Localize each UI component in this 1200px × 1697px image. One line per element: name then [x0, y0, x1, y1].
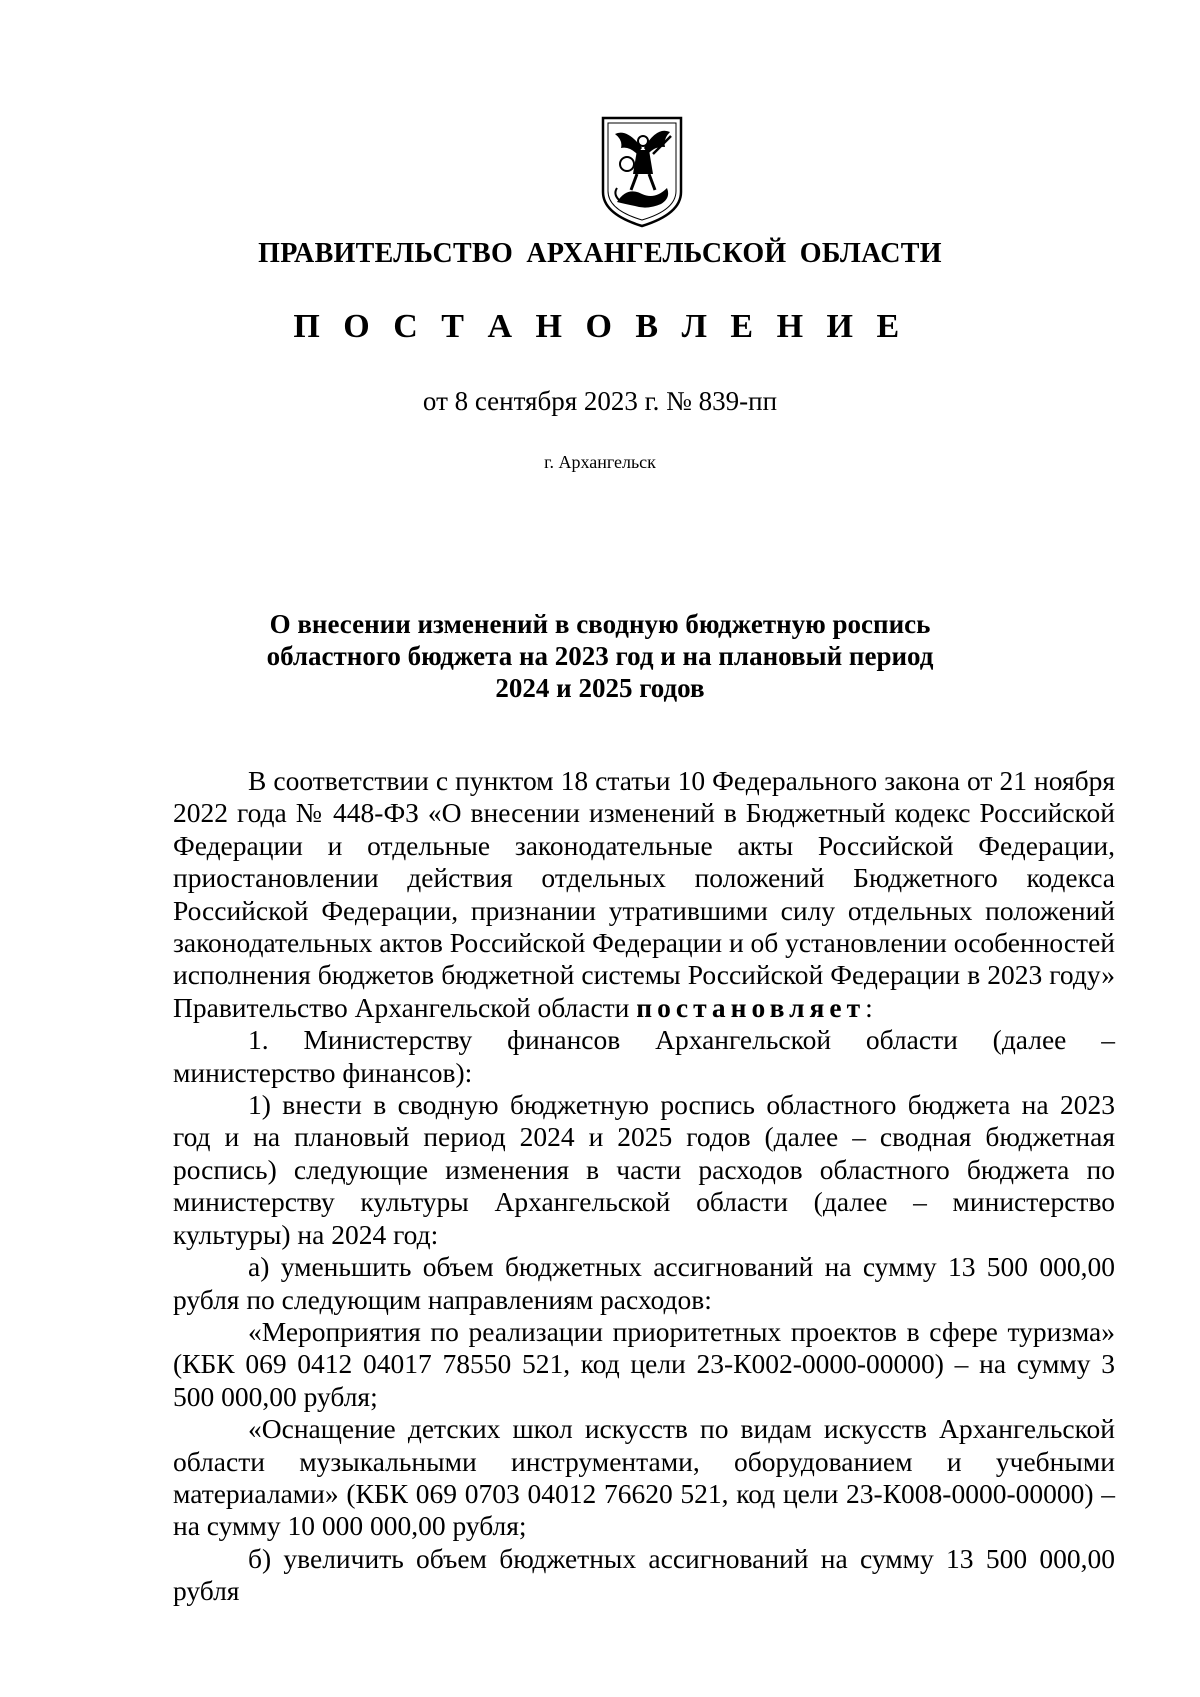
resolves-word: постановляет	[636, 991, 866, 1023]
subject-line: О внесении изменений в сводную бюджетную роспись	[269, 609, 931, 639]
subject-line: областного бюджета на 2023 год и на плановый период	[266, 641, 934, 671]
document-body	[173, 765, 1115, 1608]
item-1-1-paragraph: 1) внести в сводную бюджетную роспись областного бюджета на 2023 год и на плановый период 2024 и 2025 годов (далее – сводная бюджетная роспись) следующие изменения в части расходов областного бюджета по министерству культуры Архангельской области (далее – министерство культуры) на 2024 год:	[173, 1089, 1115, 1250]
document-date-number: от 8 сентября 2023 г. № 839-пп	[422, 386, 778, 416]
preamble-text: В соответствии с пунктом 18 статьи 10 Федерального закона от 21 ноября 2022 года № 448-ФЗ «О внесении изменений в Бюджетный кодекс Российской Федерации и отдельные законодательные акты Российской Федерации, приостановлении действия отдельных положений Бюджетного кодекса Российской Федерации, признании утратившими силу отдельных положений законодательных актов Российской Федерации и об установлении особенностей исполнения бюджетов бюджетной системы Российской Федерации в 2023 году» Правительство Архангельской области	[173, 765, 1115, 1023]
document-subject	[200, 608, 1000, 704]
item-a-paragraph: а) уменьшить объем бюджетных ассигнований на сумму 13 500 000,00 рубля по следующим направлениям расходов:	[173, 1251, 1115, 1315]
preamble-paragraph	[173, 765, 1115, 1024]
direction-2-paragraph: «Оснащение детских школ искусств по видам искусств Архангельской области музыкальными инструментами, оборудованием и учебными материалами» (КБК 069 0703 04012 76620 521, код цели 23-К008-0000-00000) – на сумму 10 000 000,00 рубля;	[173, 1413, 1115, 1542]
document-type: П О С Т А Н О В Л Е Н И Е	[293, 308, 907, 345]
authority-title: ПРАВИТЕЛЬСТВО АРХАНГЕЛЬСКОЙ ОБЛАСТИ	[258, 238, 942, 269]
resolves-tail: :	[865, 991, 873, 1023]
document-city: г. Архангельск	[544, 452, 656, 472]
arkhangelsk-coat-of-arms-icon	[597, 114, 687, 229]
item-b-paragraph: б) увеличить объем бюджетных ассигнований на сумму 13 500 000,00 рубля	[173, 1542, 1115, 1607]
subject-line: 2024 и 2025 годов	[495, 673, 705, 703]
item-1-paragraph: 1. Министерству финансов Архангельской области (далее – министерство финансов):	[173, 1024, 1115, 1088]
direction-1-paragraph: «Мероприятия по реализации приоритетных проектов в сфере туризма» (КБК 069 0412 04017 78550 521, код цели 23-К002-0000-00000) – на сумму 3 500 000,00 рубля;	[173, 1315, 1115, 1412]
